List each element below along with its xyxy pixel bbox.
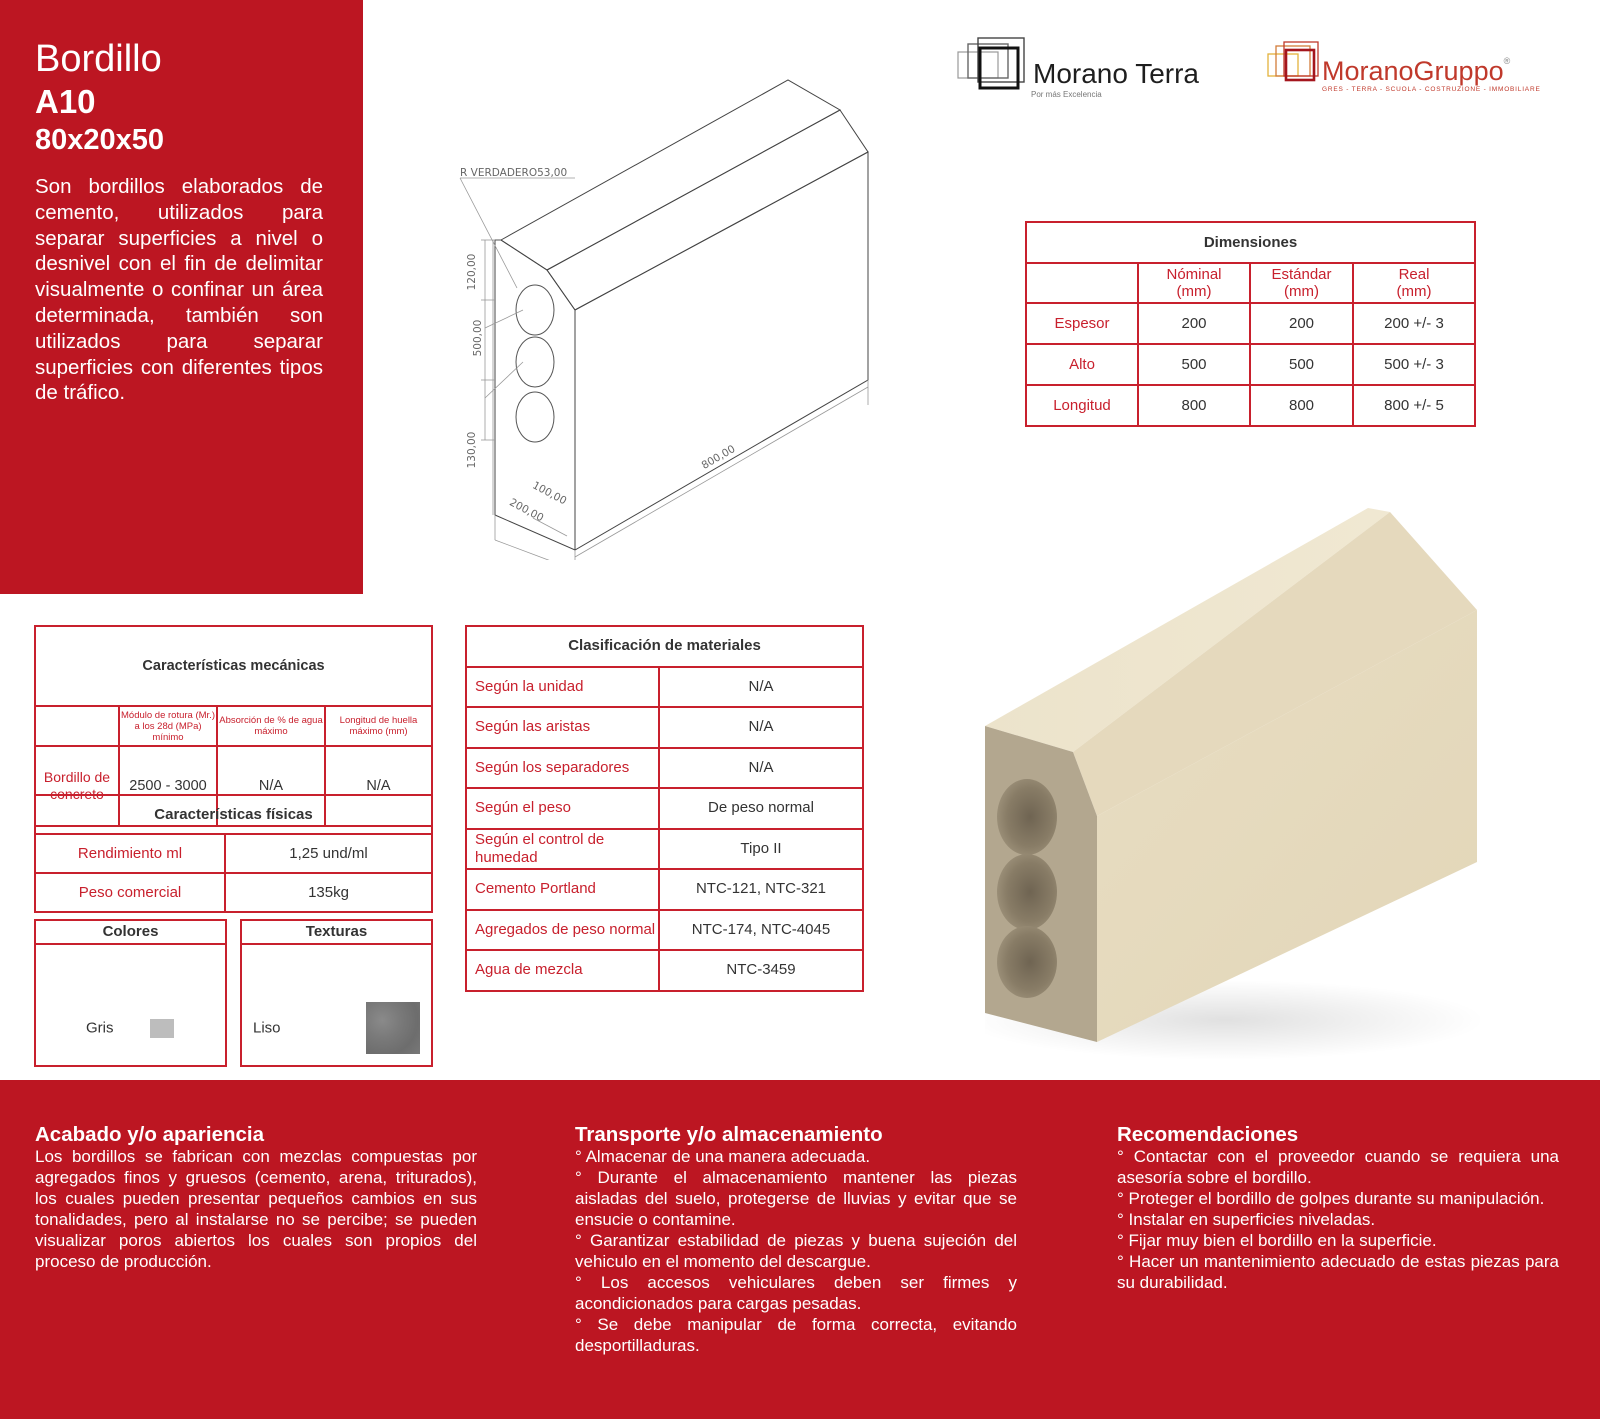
dimensions-table (1025, 221, 1476, 427)
list-item: ° Garantizar estabilidad de piezas y buena sujeción del vehiculo en el momento del descargue. (575, 1231, 1017, 1271)
table-row: Alto 500 500 500 +/- 3 (1026, 344, 1475, 385)
table-row: Según los separadores N/A (466, 748, 863, 789)
technical-drawing (455, 60, 895, 560)
dimensions-title: Dimensiones (1026, 222, 1475, 263)
texture-liso-label: Liso (253, 1019, 281, 1037)
product-render-image (985, 500, 1485, 1060)
finish-title: Acabado y/o apariencia (35, 1123, 265, 1146)
colors-table (34, 919, 227, 1067)
physical-properties-table (34, 794, 433, 913)
classification-title: Clasificación de materiales (466, 626, 863, 667)
finish-text: Los bordillos se fabrican con mezclas compuestas por agregados finos y gruesos (cemento, arena, triturados), los cuales pueden presentar pequeños cambios en sus tonalidades, pero al instalarse no se percibe; se pueden visualizar poros abiertos los cuales son propios del proceso de producción. (35, 1147, 477, 1271)
col-real: Real (mm) (1353, 263, 1475, 303)
morano-gruppo-squares-icon (1266, 40, 1326, 90)
table-row: Según el control de humedad Tipo II (466, 829, 863, 870)
table-row: Rendimiento ml 1,25 und/ml (35, 834, 432, 873)
morano-gruppo-wordmark: MoranoGruppo® (1322, 56, 1511, 86)
table-row: Peso comercial 135kg (35, 873, 432, 912)
col-nominal: Nóminal (mm) (1138, 263, 1250, 303)
table-row: Cemento Portland NTC-121, NTC-321 (466, 869, 863, 910)
table-row: Espesor 200 200 200 +/- 3 (1026, 303, 1475, 344)
col-longitud-huella: Longitud de huella máximo (mm) (325, 706, 432, 746)
list-item: ° Fijar muy bien el bordillo en la superficie. (1117, 1231, 1437, 1250)
table-row: Longitud 800 800 800 +/- 5 (1026, 385, 1475, 426)
list-item: ° Los accesos vehiculares deben ser firmes y acondicionados para cargas pesadas. (575, 1273, 1017, 1313)
product-header-panel (0, 0, 363, 594)
morano-terra-squares-icon (956, 36, 1036, 102)
morano-terra-logo (956, 36, 1226, 102)
dimension-800-label: 800,00 (699, 443, 738, 472)
mechanical-title: Características mecánicas (35, 626, 432, 706)
dimension-130-label: 130,00 (466, 431, 478, 469)
morano-terra-wordmark: Morano Terra (1033, 58, 1200, 89)
list-item: ° Contactar con el proveedor cuando se requiera una asesoría sobre el bordillo. (1117, 1147, 1559, 1187)
materials-classification-table (465, 625, 864, 992)
finish-section (35, 1124, 477, 1272)
transport-section (575, 1124, 1017, 1356)
dimension-500-label: 500,00 (472, 319, 484, 357)
colors-title: Colores (35, 920, 226, 944)
recommendations-section (1117, 1124, 1559, 1293)
dimension-100-label: 100,00 (530, 479, 569, 508)
list-item: ° Instalar en superficies niveladas. (1117, 1210, 1376, 1229)
transport-title: Transporte y/o almacenamiento (575, 1123, 883, 1146)
table-row: Según las aristas N/A (466, 707, 863, 748)
table-row: Bordillo de concreto 2500 - 3000 N/A N/A (35, 746, 432, 826)
morano-gruppo-logo (1266, 40, 1541, 100)
list-item: ° Proteger el bordillo de golpes durante su manipulación. (1117, 1189, 1545, 1208)
morano-gruppo-tagline: GRES - TERRA - SCUOLA - COSTRUZIONE - IMMOBILIARE (1322, 86, 1541, 93)
color-gris-label: Gris (86, 1019, 114, 1037)
col-estandar: Estándar (mm) (1250, 263, 1353, 303)
product-type-title: Bordillo (35, 38, 162, 80)
table-row: Agua de mezcla NTC-3459 (466, 950, 863, 991)
dimension-120-label: 120,00 (466, 253, 478, 291)
recommendations-title: Recomendaciones (1117, 1123, 1299, 1146)
textures-table (240, 919, 433, 1067)
table-row: Según la unidad N/A (466, 667, 863, 708)
footer-panel (0, 1080, 1600, 1419)
col-modulo-rotura: Módulo de rotura (Mr.) a los 28d (MPa) mínimo (119, 706, 217, 746)
textures-title: Texturas (241, 920, 432, 944)
product-size: 80x20x50 (35, 124, 165, 156)
list-item: ° Durante el almacenamiento mantener las piezas aisladas del suelo, protegerse de lluvias y evitar que se ensucie o contamine. (575, 1168, 1017, 1229)
physical-title: Características físicas (35, 795, 432, 834)
list-item: ° Se debe manipular de forma correcta, evitando desportilladuras. (575, 1315, 1017, 1355)
dimension-200-label: 200,00 (507, 496, 546, 525)
list-item: ° Almacenar de una manera adecuada. (575, 1147, 871, 1166)
radius-dimension-label: R VERDADERO53,00 (460, 167, 568, 179)
dimension-labels (460, 167, 737, 524)
product-description: Son bordillos elaborados de cemento, utilizados para separar superficies a nivel o desnivel con el fin de delimitar visualmente o confinar un área determinada, también son utilizados para separar superficies con diferentes tipos de tráfico. (35, 175, 323, 405)
morano-terra-tagline: Por más Excelencia (1031, 90, 1102, 99)
product-model: A10 (35, 83, 96, 120)
gray-color-swatch (150, 1019, 174, 1038)
list-item: ° Hacer un mantenimiento adecuado de estas piezas para su durabilidad. (1117, 1252, 1559, 1292)
smooth-texture-swatch (366, 1002, 420, 1054)
col-absorcion: Absorción de % de agua máximo (217, 706, 325, 746)
table-row: Agregados de peso normal NTC-174, NTC-4045 (466, 910, 863, 951)
table-row: Según el peso De peso normal (466, 788, 863, 829)
